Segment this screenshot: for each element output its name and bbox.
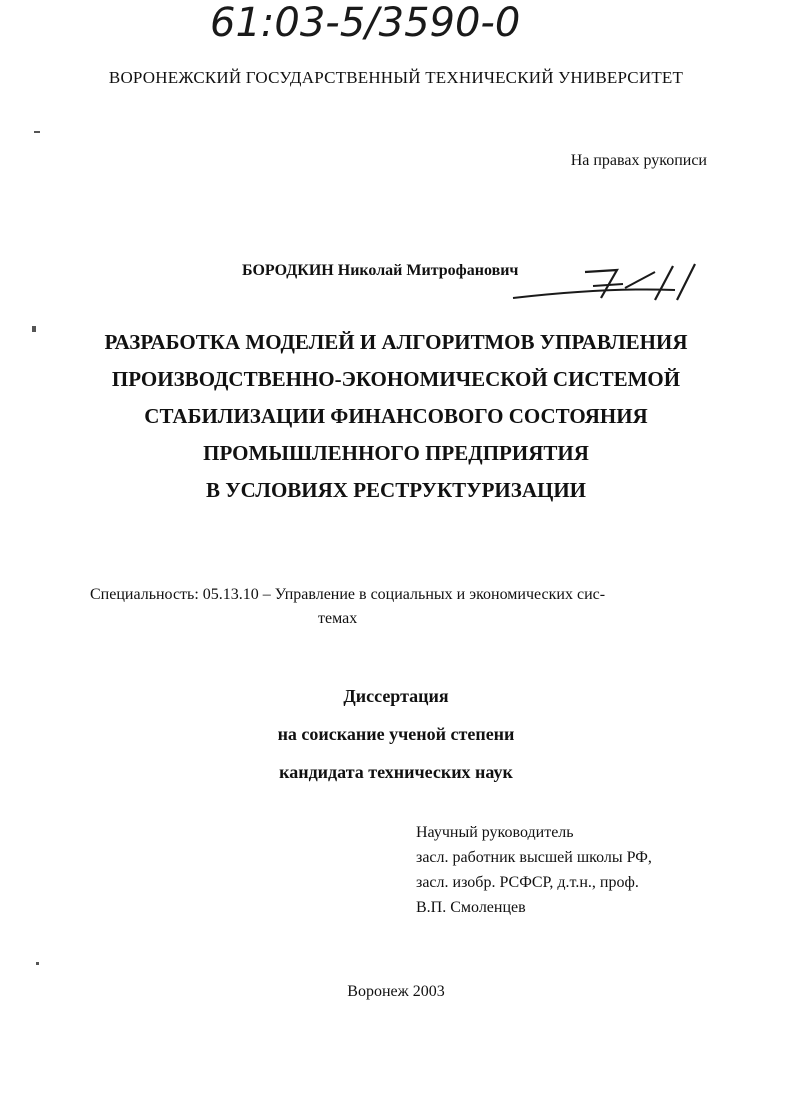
advisor-label: Научный руководитель: [416, 824, 574, 841]
city-and-year: Воронеж 2003: [347, 983, 445, 1000]
thesis-title-line: СТАБИЛИЗАЦИИ ФИНАНСОВОГО СОСТОЯНИЯ: [144, 404, 648, 428]
degree-name: кандидата технических наук: [279, 762, 513, 782]
scientific-advisor-block: [416, 820, 652, 920]
specialty-line-continued: темах: [318, 610, 358, 627]
handwritten-code-text: 61:03-5/3590-0: [210, 0, 521, 46]
author-signature: [505, 258, 705, 306]
specialty-line: Специальность: 05.13.10 – Управление в социальных и экономических сис-: [90, 586, 606, 603]
handwritten-archive-code: [200, 0, 620, 54]
university-name: ВОРОНЕЖСКИЙ ГОСУДАРСТВЕННЫЙ ТЕХНИЧЕСКИЙ УНИВЕРСИТЕТ: [108, 68, 684, 87]
scan-speck: [36, 962, 39, 965]
dissertation-block: [0, 677, 792, 791]
dissertation-heading: Диссертация: [343, 686, 449, 706]
advisor-title-1: засл. работник высшей школы РФ,: [416, 849, 652, 866]
degree-purpose: на соискание ученой степени: [277, 724, 515, 744]
thesis-title-line: ПРОИЗВОДСТВЕННО-ЭКОНОМИЧЕСКОЙ СИСТЕМОЙ: [111, 367, 681, 391]
author-name: БОРОДКИН Николай Митрофанович: [242, 262, 519, 279]
thesis-title: [0, 324, 792, 509]
advisor-title-2: засл. изобр. РСФСР, д.т.н., проф.: [416, 874, 639, 891]
manuscript-rights-note: На правах рукописи: [570, 152, 707, 169]
scan-speck: [32, 326, 36, 332]
scan-speck: [34, 131, 40, 133]
thesis-title-line: РАЗРАБОТКА МОДЕЛЕЙ И АЛГОРИТМОВ УПРАВЛЕНИЯ: [104, 330, 688, 354]
thesis-title-line: В УСЛОВИЯХ РЕСТРУКТУРИЗАЦИИ: [206, 478, 586, 502]
thesis-title-line: ПРОМЫШЛЕННОГО ПРЕДПРИЯТИЯ: [203, 441, 589, 465]
advisor-name: В.П. Смоленцев: [416, 899, 526, 916]
